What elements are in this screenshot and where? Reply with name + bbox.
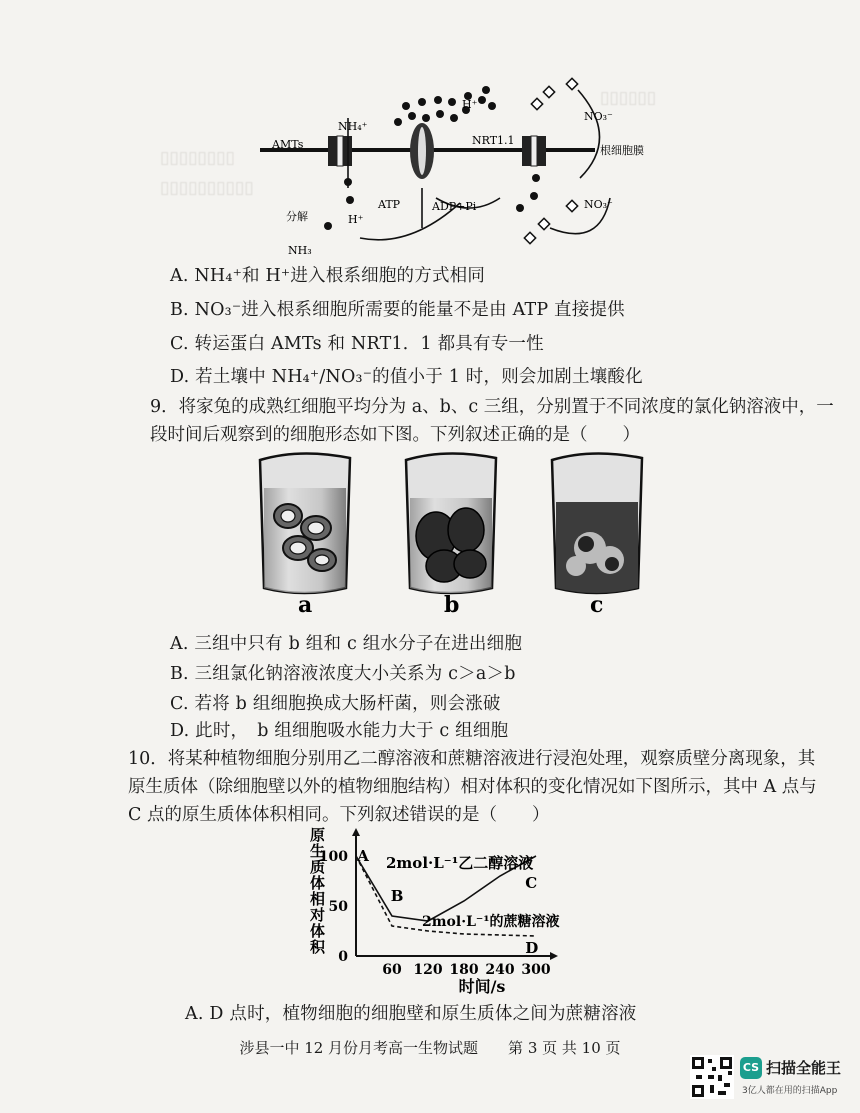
camscanner-logo-icon: CS [740,1057,762,1079]
y-axis-label: 相 [310,890,326,908]
point-label: B [390,887,404,905]
x-axis-arrow [550,952,558,960]
proton-pump [410,123,434,179]
nh3-label: NH₃ [288,244,312,257]
x-tick-label: 60 [382,962,402,978]
membrane-label: 根细胞膜 [600,144,644,157]
amts-label: AMTs [272,138,304,151]
beaker-b [406,453,496,593]
beakers-figure [240,448,660,616]
y-axis-label: 体 [310,922,326,940]
q9-option-b: B. 三组氯化钠溶液浓度大小关系为 c＞a＞b [170,664,516,684]
q8-option-c: C. 转运蛋白 AMTs 和 NRT1．1 都具有专一性 [170,334,544,354]
x-tick-label: 300 [521,962,551,978]
h-plus-top-label: H⁺ [462,98,478,111]
point-label: A [357,847,369,865]
q8-option-d: D. 若土壤中 NH₄⁺/NO₃⁻的值小于 1 时，则会加剧土壤酸化 [170,367,643,387]
q10-option-a: A. D 点时，植物细胞的细胞壁和原生质体之间为蔗糖溶液 [185,1004,637,1024]
y-axis-label: 原 [310,826,326,844]
y-axis-label: 生 [310,842,326,860]
beaker-label-b: b [444,592,460,618]
scanner-watermark [690,1053,850,1101]
decompose-label: 分解 [286,210,308,223]
q9-option-c: C. 若将 b 组细胞换成大肠杆菌，则会涨破 [170,694,501,714]
bleed-through-text: ▯▯▯▯▯▯▯▯▯▯ [160,178,254,198]
series-label-glycol: 2mol·L⁻¹乙二醇溶液 [386,854,534,872]
atp-label: ATP [378,198,401,211]
x-tick-label: 180 [449,962,479,978]
y-tick-label: 50 [328,899,348,915]
q8-option-b: B. NO₃⁻进入根系细胞所需要的能量不是由 ATP 直接提供 [170,300,625,320]
page-footer: 涉县一中 12 月份月考高一生物试题 第 3 页 共 10 页 [239,1039,621,1057]
scanner-app-tagline: 3亿人都在用的扫描App [742,1086,838,1096]
series-label-sucrose: 2mol·L⁻¹的蔗糖溶液 [422,914,560,930]
point-label: D [525,939,539,957]
h-plus-bottom-label: H⁺ [348,213,364,226]
x-tick-label: 240 [485,962,515,978]
protoplast-volume-chart [300,826,570,996]
beaker-label-a: a [298,592,313,618]
y-tick-label: 100 [318,849,348,865]
point-label: C [525,874,538,892]
q9-option-a: A. 三组中只有 b 组和 c 组水分子在进出细胞 [170,634,523,654]
adp-label: ADP+Pi [432,200,477,213]
q10-stem-line1: 10．将某种植物细胞分别用乙二醇溶液和蔗糖溶液进行浸泡处理，观察质壁分离现象，其 [128,749,816,769]
y-axis-label: 质 [310,858,326,876]
no3-top-label: NO₃⁻ [584,110,613,123]
x-axis-label: 时间/s [458,977,506,996]
y-axis-label: 积 [310,938,326,956]
q9-stem-line2: 段时间后观察到的细胞形态如下图。下列叙述正确的是（ ） [150,425,640,445]
root-transport-diagram [200,78,660,263]
q9-option-d: D. 此时， b 组细胞吸水能力大于 c 组细胞 [170,721,509,741]
q10-stem-line2: 原生质体（除细胞壁以外的植物细胞结构）相对体积的变化情况如下图所示，其中 A 点与 [128,777,817,797]
nrt-channel [522,136,546,166]
y-tick-label: 0 [338,949,348,965]
no3-bottom-label: NO₃⁻ [584,198,613,211]
bleed-through-text: ▯▯▯▯▯▯ [600,88,657,108]
scanner-app-name: 扫描全能王 [766,1059,842,1077]
y-axis-label: 体 [310,874,326,892]
x-tick-label: 120 [413,962,443,978]
nh4-label: NH₄⁺ [338,120,368,133]
q8-option-a: A. NH₄⁺和 H⁺进入根系细胞的方式相同 [170,266,486,286]
beaker-a [260,453,350,593]
y-axis-label: 对 [310,906,326,924]
flow-arrows [348,90,610,240]
bleed-through-text: ▯▯▯▯▯▯▯▯ [160,148,235,168]
q10-stem-line3: C 点的原生质体体积相同。下列叙述错误的是（ ） [128,805,550,825]
y-axis-arrow [352,828,360,836]
beaker-c [552,453,642,593]
q9-stem-line1: 9．将家兔的成熟红细胞平均分为 a、b、c 三组，分别置于不同浓度的氯化钠溶液中，一 [150,397,834,417]
qr-code-icon [690,1055,734,1099]
nrt-label: NRT1.1 [472,134,515,147]
beaker-label-c: c [590,592,604,618]
